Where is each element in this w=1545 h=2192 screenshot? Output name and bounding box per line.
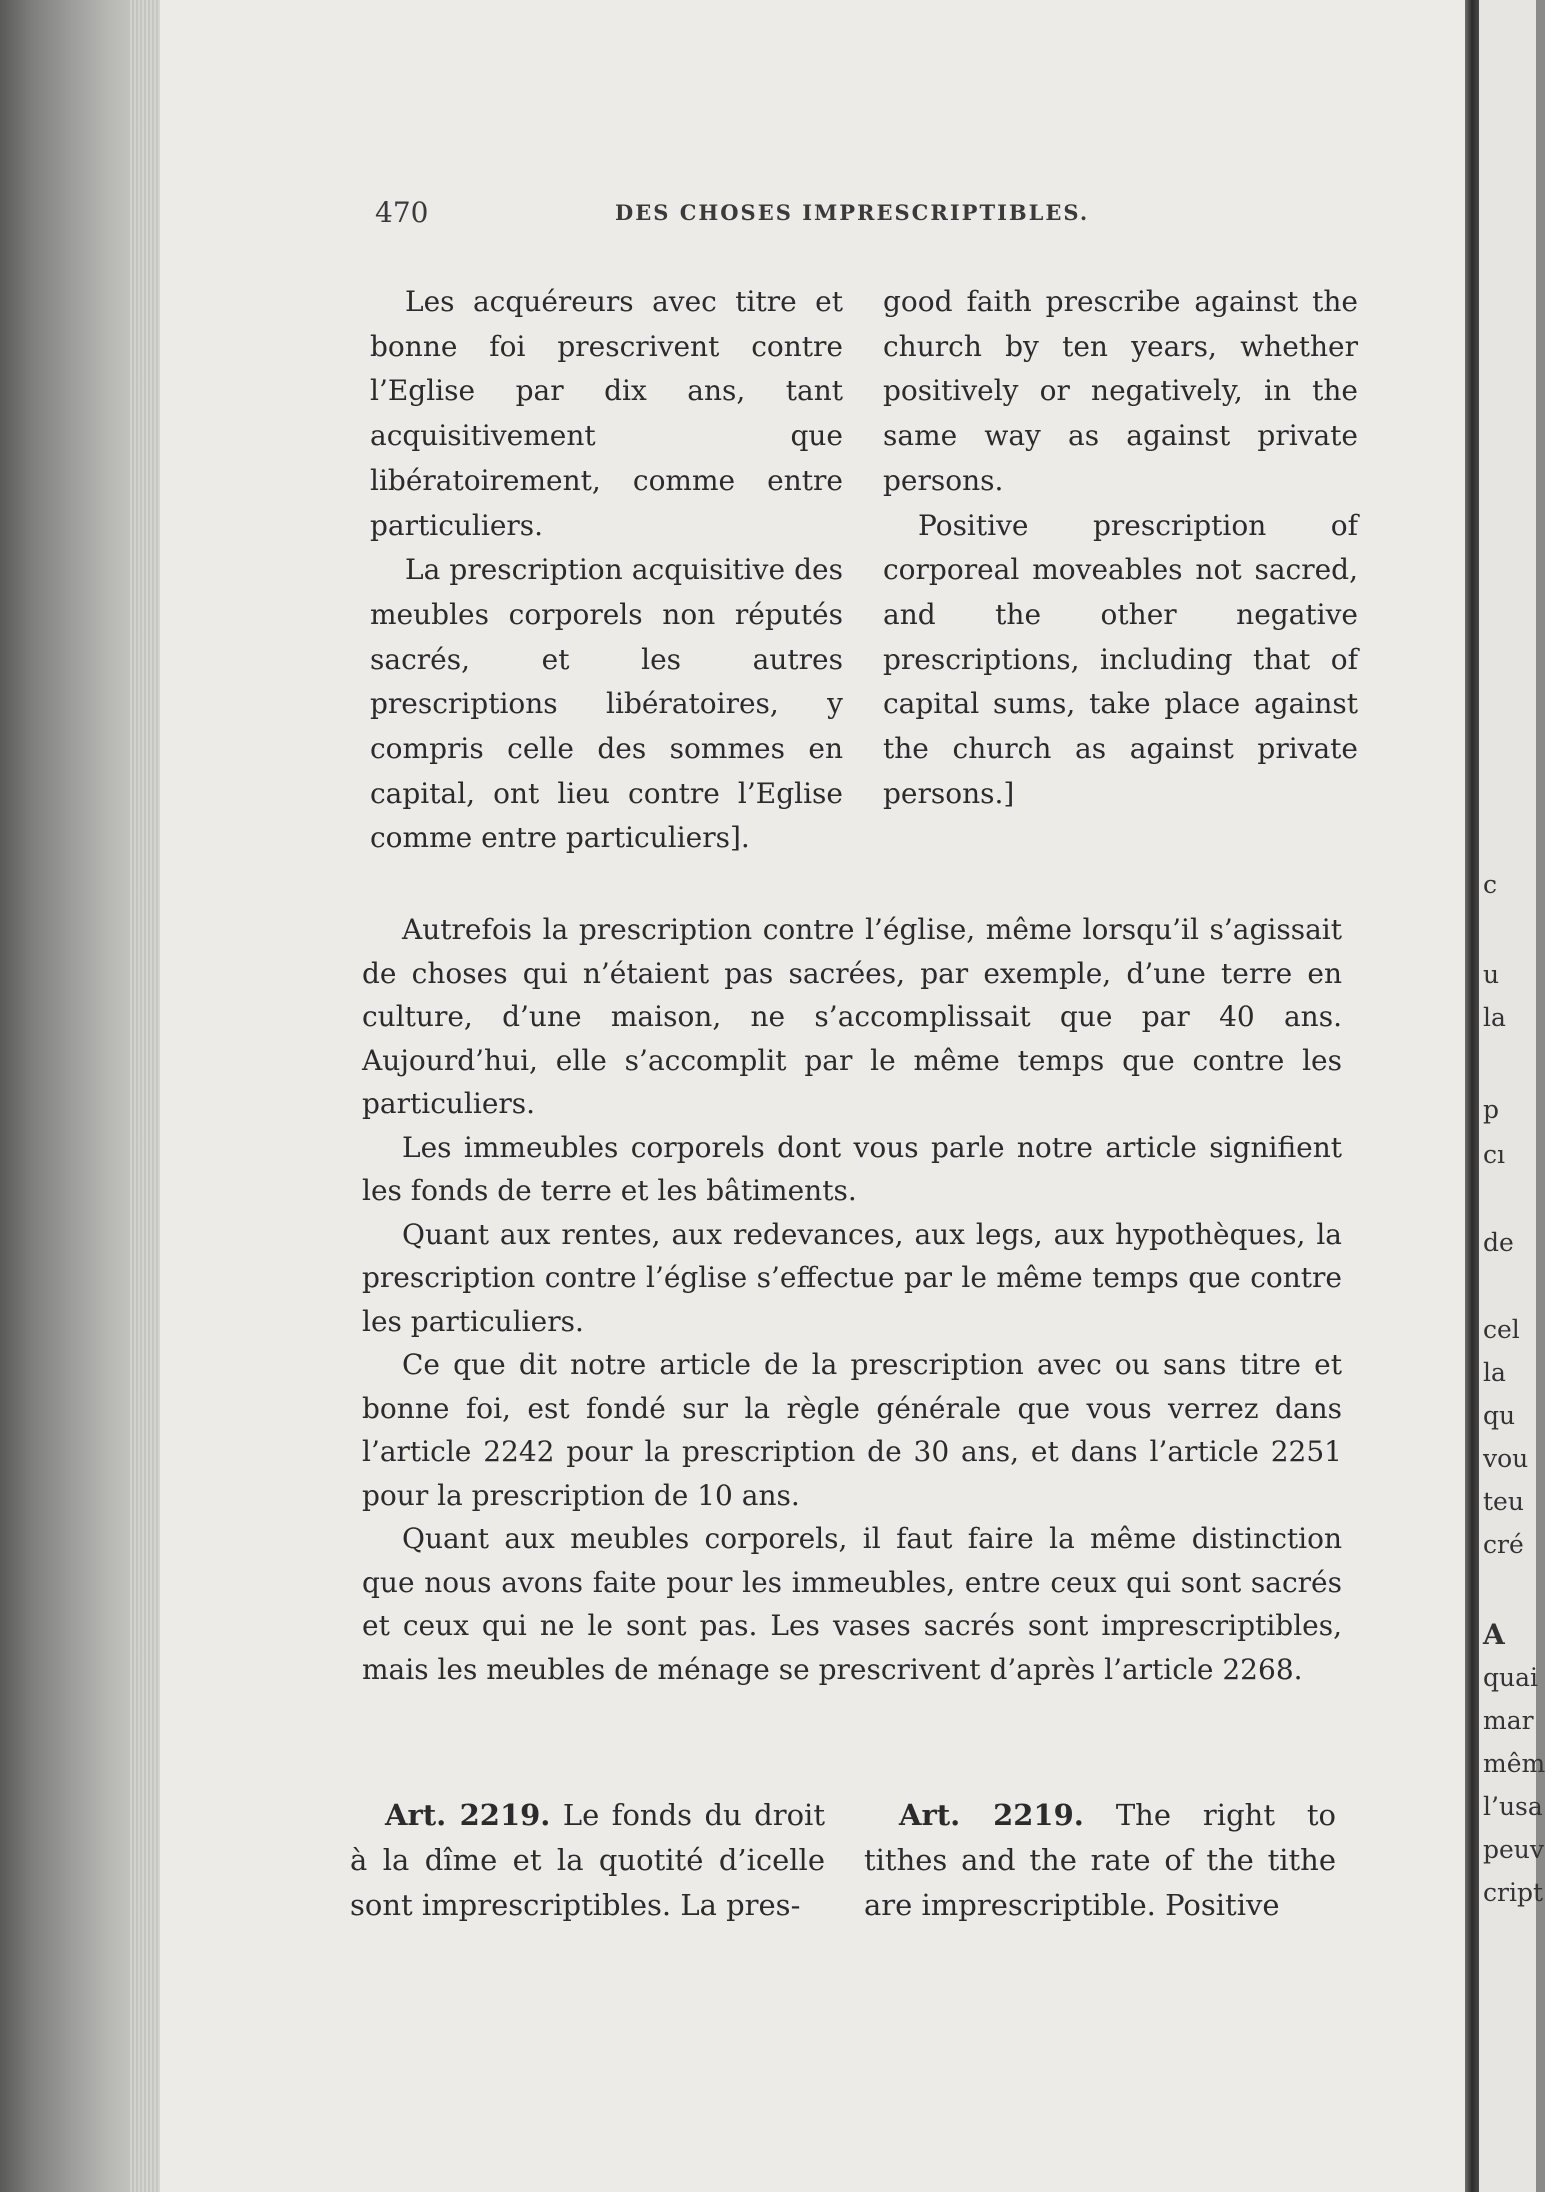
next-page-fragment: mêm bbox=[1483, 1749, 1545, 1778]
page-number: 470 bbox=[375, 196, 429, 229]
running-head: DES CHOSES IMPRESCRIPTIBLES. bbox=[615, 200, 1090, 225]
english-paragraph: good faith prescribe against the church by ten years, whether positively or negatively, in the same way as against private persons. bbox=[883, 285, 1358, 497]
next-page-edge bbox=[1479, 0, 1545, 2192]
book-gutter bbox=[1465, 0, 1479, 2192]
next-page-fragment: peuv bbox=[1483, 1835, 1545, 1864]
next-page-fragment: cript bbox=[1483, 1878, 1543, 1907]
article-text: Le fonds du droit à la dîme et la quotité d’icelle sont imprescriptibles. La pres- bbox=[350, 1798, 825, 1922]
french-column-top bbox=[370, 280, 843, 861]
article-label: Art. 2219. bbox=[899, 1798, 1084, 1832]
commentary-paragraph: Ce que dit notre article de la prescription avec ou sans titre et bonne foi, est fondé sur la règle générale que vous verrez dans l’article 2242 pour la prescription de 30 ans, et dans l’article 2251 pour la prescription de 10 ans. bbox=[362, 1348, 1342, 1512]
next-page-fragment: mar bbox=[1483, 1706, 1534, 1735]
next-page-fragment: la bbox=[1483, 1358, 1506, 1387]
page-header bbox=[375, 196, 1115, 236]
next-page-fragment: A bbox=[1483, 1618, 1505, 1651]
next-page-fragment: vou bbox=[1483, 1444, 1529, 1473]
french-paragraph: Les acquéreurs avec titre et bonne foi prescrivent contre l’Eglise par dix ans, tant acquisitivement que libératoirement, comme entre particuliers. bbox=[370, 285, 843, 542]
article-text: The right to tithes and the rate of the tithe are imprescriptible. Positive bbox=[864, 1798, 1337, 1922]
commentary-paragraph: Quant aux meubles corporels, il faut faire la même distinction que nous avons faite pour les immeubles, entre ceux qui sont sacrés et ceux qui ne le sont pas. Les vases sacrés sont imprescriptibles, mais les meubles de ménage se prescrivent d’après l’article 2268. bbox=[362, 1522, 1342, 1686]
commentary-paragraph: Autrefois la prescription contre l’église, même lorsqu’il s’agissait de choses qui n’étaient pas sacrées, par exemple, d’une terre en culture, d’une maison, ne s’accomplissait que par 40 ans. Aujourd’hui, elle s’accomplit par le même temps que contre les particuliers. bbox=[362, 913, 1342, 1120]
article-2219-french bbox=[350, 1793, 825, 1928]
english-paragraph: Positive prescription of corporeal moveables not sacred, and the other negative prescriptions, including that of capital sums, take place against the church as against private persons.] bbox=[883, 508, 1358, 810]
book-page-stack-edge bbox=[0, 0, 160, 2192]
english-column-top bbox=[883, 280, 1358, 816]
next-page-fragment: de bbox=[1483, 1228, 1514, 1257]
article-2219-english bbox=[864, 1793, 1336, 1928]
next-page-fragment: la bbox=[1483, 1003, 1506, 1032]
commentary-paragraph: Quant aux rentes, aux redevances, aux legs, aux hypothèques, la prescription contre l’église s’effectue par le même temps que contre les particuliers. bbox=[362, 1217, 1342, 1338]
next-page-fragment: teu bbox=[1483, 1487, 1524, 1516]
next-page-fragment: c bbox=[1483, 870, 1498, 899]
next-page-fragment: cı bbox=[1483, 1140, 1505, 1169]
next-page-fragment: qu bbox=[1483, 1401, 1516, 1430]
french-paragraph: La prescription acquisitive des meubles corporels non réputés sacrés, et les autres prescriptions libératoires, y compris celle des sommes en capital, ont lieu contre l’Eglise comme entre particuliers]. bbox=[370, 553, 843, 855]
next-page-fragment: cel bbox=[1483, 1315, 1520, 1344]
commentary-paragraph: Les immeubles corporels dont vous parle notre article signifient les fonds de terre et les bâtiments. bbox=[362, 1130, 1342, 1207]
next-page-fragment: u bbox=[1483, 960, 1500, 989]
commentary-block bbox=[362, 908, 1342, 1691]
next-page-fragment: p bbox=[1483, 1095, 1500, 1124]
article-label: Art. 2219. bbox=[385, 1798, 551, 1832]
next-page-fragment: quai bbox=[1483, 1663, 1539, 1692]
next-page-fragment: l’usa bbox=[1483, 1792, 1543, 1821]
next-page-fragment: cré bbox=[1483, 1530, 1524, 1559]
